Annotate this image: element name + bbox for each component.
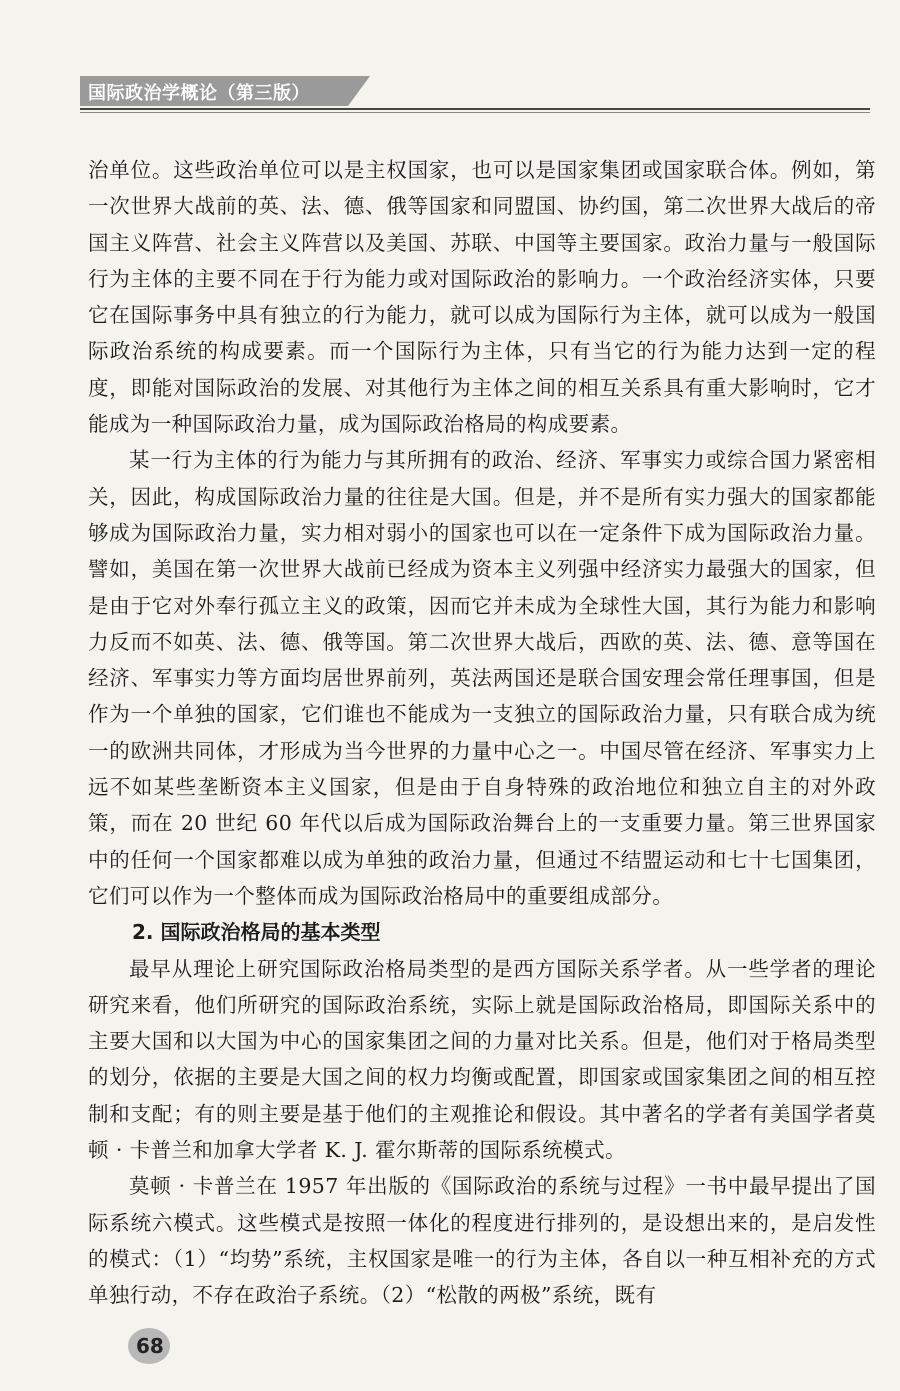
header-rule xyxy=(80,108,870,110)
section-heading: 2. 国际政治格局的基本类型 xyxy=(132,920,381,945)
header-rule-thin xyxy=(80,112,870,113)
paragraph-3: 最早从理论上研究国际政治格局类型的是西方国际关系学者。从一些学者的理论研究来看，他们所研究的国际政治系统，实际上就是国际政治格局，即国际关系中的主要大国和以大国为中心的国家集团之间的力量对比关系。但是，他们对于格局类型的划分，依据的主要是大国之间的权力均衡或配置，即国家或国家集团之间的相互控制和支配；有的则主要是基于他们的主观推论和假设。其中著名的学者有美国学者莫顿 · 卡普兰和加拿大学者 K. J. 霍尔斯蒂的国际系统模式。 xyxy=(88,956,876,1163)
header-wedge xyxy=(348,76,370,106)
paragraph-1: 治单位。这些政治单位可以是主权国家，也可以是国家集团或国家联合体。例如，第一次世界大战前的英、法、德、俄等国家和同盟国、协约国，第二次世界大战后的帝国主义阵营、社会主义阵营以及美国、苏联、中国等主要国家。政治力量与一般国际行为主体的主要不同在于行为能力或对国际政治的影响力。一个政治经济实体，只要它在国际事务中具有独立的行为能力，就可以成为国际行为主体，就可以成为一般国际政治系统的构成要素。而一个国际行为主体，只有当它的行为能力达到一定的程度，即能对国际政治的发展、对其他行为主体之间的相互关系具有重大影响时，它才能成为一种国际政治力量，成为国际政治格局的构成要素。 xyxy=(88,158,876,437)
running-header xyxy=(80,70,900,112)
book-title: 国际政治学概论（第三版） xyxy=(88,83,310,104)
paragraph-4: 莫顿 · 卡普兰在 1957 年出版的《国际政治的系统与过程》一书中最早提出了国际系统六模式。这些模式是按照一体化的程度进行排列的，是设想出来的，是启发性的模式：（1）“均势”系统，主权国家是唯一的行为主体，各自以一种互相补充的方式单独行动，不存在政治子系统。（2）“松散的两极”系统，既有 xyxy=(88,1174,876,1308)
page-body xyxy=(88,152,876,1314)
paragraph-2: 某一行为主体的行为能力与其所拥有的政治、经济、军事实力或综合国力紧密相关，因此，构成国际政治力量的往往是大国。但是，并不是所有实力强大的国家都能够成为国际政治力量，实力相对弱小的国家也可以在一定条件下成为国际政治力量。譬如，美国在第一次世界大战前已经成为资本主义列强中经济实力最强大的国家，但是由于它对外奉行孤立主义的政策，因而它并未成为全球性大国，其行为能力和影响力反而不如英、法、德、俄等国。第二次世界大战后，西欧的英、法、德、意等国在经济、军事实力等方面均居世界前列，英法两国还是联合国安理会常任理事国，但是作为一个单独的国家，它们谁也不能成为一支独立的国际政治力量，只有联合成为统一的欧洲共同体，才形成为当今世界的力量中心之一。中国尽管在经济、军事实力上远不如某些垄断资本主义国家，但是由于自身特殊的政治地位和独立自主的对外政策，而在 20 世纪 60 年代以后成为国际政治舞台上的一支重要力量。第三世界国家中的任何一个国家都难以成为单独的政治力量，但通过不结盟运动和七十七国集团，它们可以作为一个整体而成为国际政治格局中的重要组成部分。 xyxy=(88,448,876,908)
page-number: 68 xyxy=(136,1334,164,1358)
page-number-badge xyxy=(128,1326,172,1366)
